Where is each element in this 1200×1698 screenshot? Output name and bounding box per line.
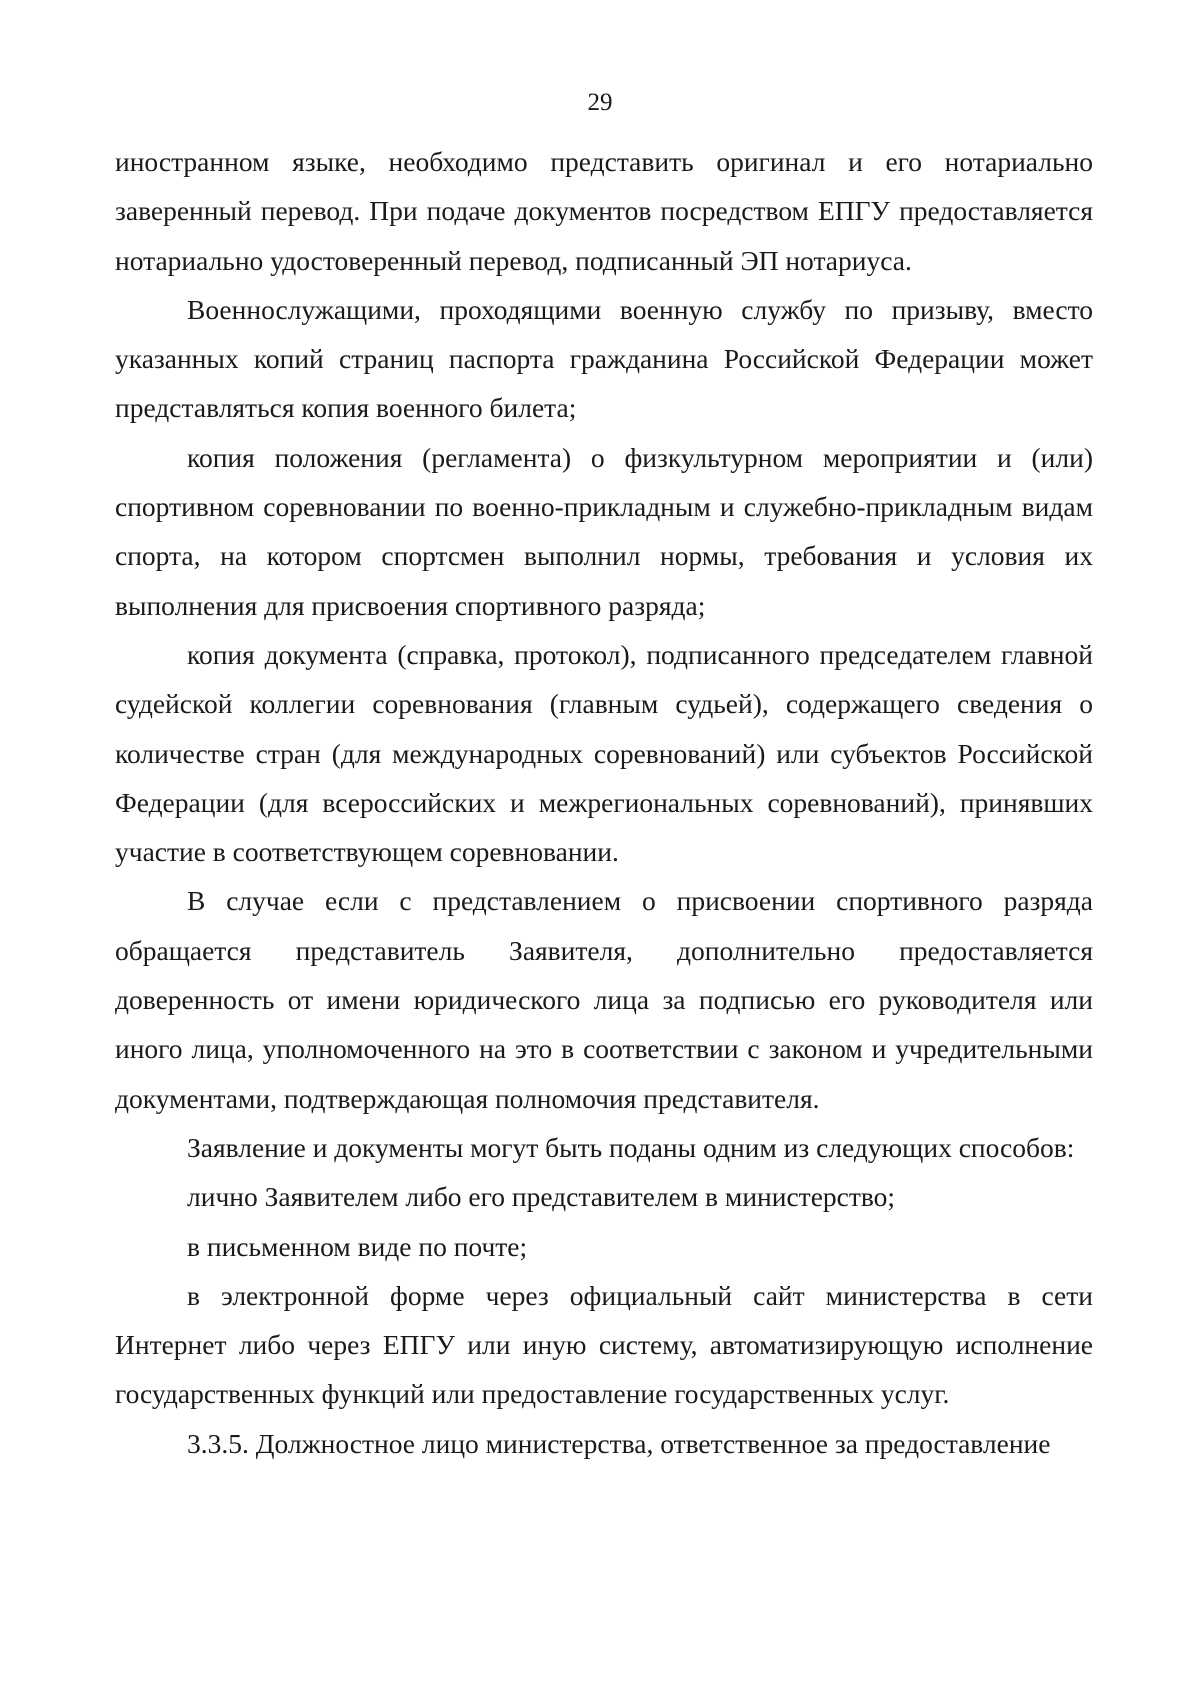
document-body — [115, 137, 1093, 1468]
paragraph-representative: В случае если с представлением о присвоении спортивного разряда обращается представитель Заявителя, дополнительно предоставляется доверенность от имени юридического лица за подписью его руководителя или иного лица, уполномоченного на это в соответствии с законом и учредительными документами, подтверждающая полномочия представителя. — [115, 885, 1093, 1114]
paragraph-method-in-person: лично Заявителем либо его представителем в министерство; — [187, 1181, 896, 1213]
paragraph-submission-methods: Заявление и документы могут быть поданы одним из следующих способов: — [187, 1131, 1075, 1163]
paragraph-military-id: Военнослужащими, проходящими военную службу по призыву, вместо указанных копий страниц паспорта гражданина Российской Федерации может представляться копия военного билета; — [115, 293, 1093, 424]
paragraph-method-mail: в письменном виде по почте; — [187, 1230, 528, 1262]
paragraph-regulation-copy: копия положения (регламента) о физкультурном мероприятии и (или) спортивном соревновании по военно-прикладным и служебно-прикладным видам спорта, на котором спортсмен выполнил нормы, требования и условия их выполнения для присвоения спортивного разряда; — [115, 441, 1093, 621]
paragraph-section-3-3-5: 3.3.5. Должностное лицо министерства, ответственное за предоставление — [187, 1427, 1051, 1459]
page-number: 29 — [587, 89, 613, 116]
paragraph-protocol-copy: копия документа (справка, протокол), подписанного председателем главной судейской коллегии соревнования (главным судьей), содержащего сведения о количестве стран (для международных соревнований) или субъектов Российской Федерации (для всероссийских и межрегиональных соревнований), принявших участие в соответствующем соревновании. — [115, 638, 1093, 868]
paragraph-foreign-translation: иностранном языке, необходимо представить оригинал и его нотариально заверенный перевод. При подаче документов посредством ЕПГУ предоставляется нотариально удостоверенный перевод, подписанный ЭП нотариуса. — [115, 146, 1093, 276]
paragraph-method-electronic: в электронной форме через официальный сайт министерства в сети Интернет либо через ЕПГУ или иную систему, автоматизирующую исполнение государственных функций или предоставление государственных услуг. — [115, 1279, 1093, 1410]
